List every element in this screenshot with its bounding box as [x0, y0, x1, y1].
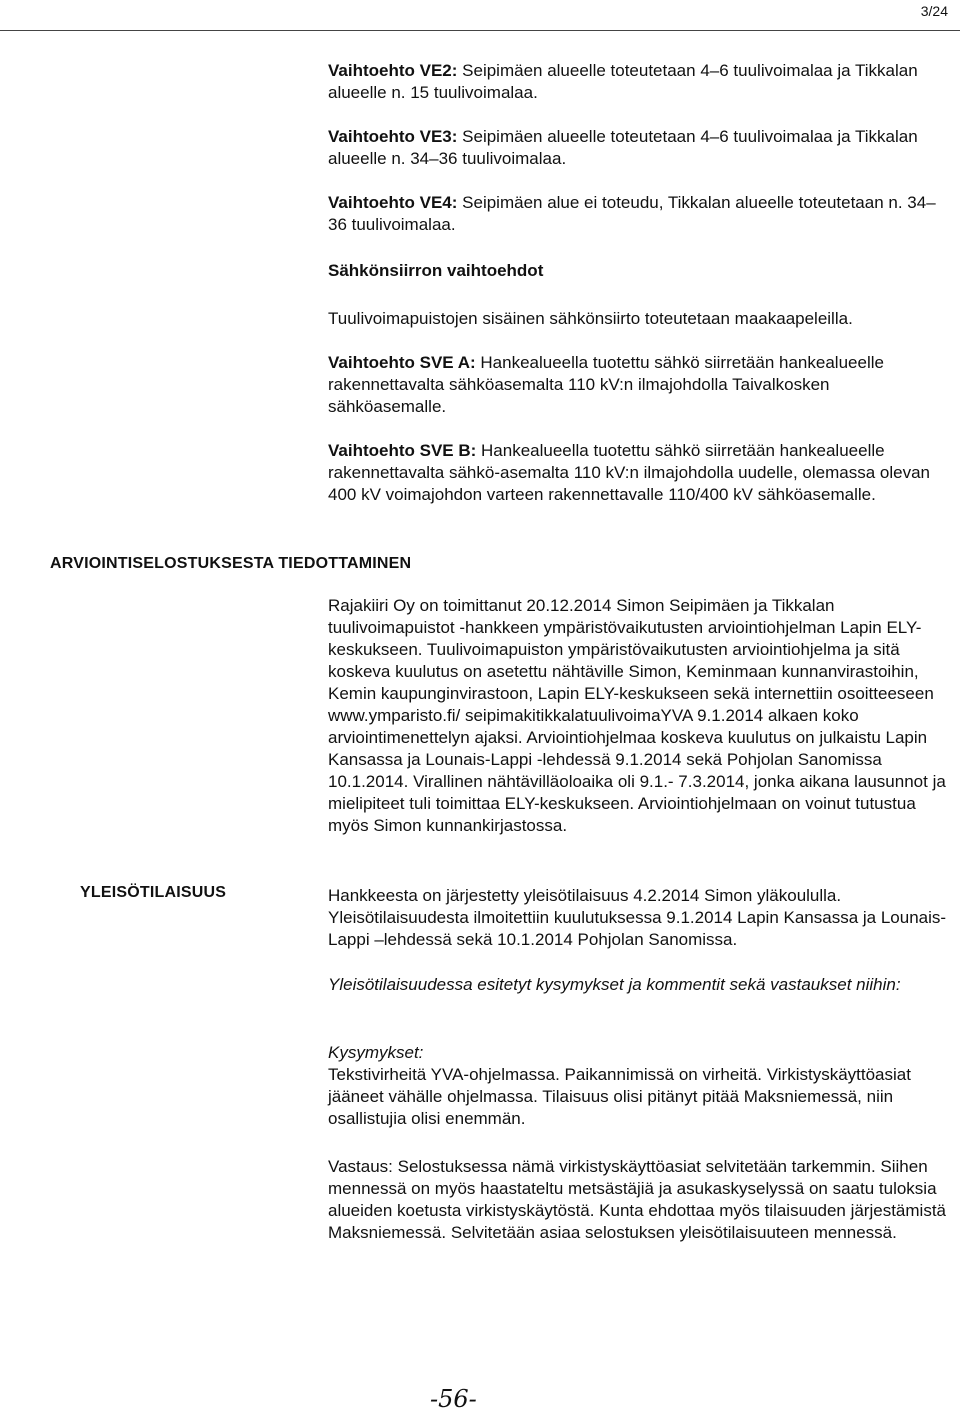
- sve-a-lead: Vaihtoehto SVE A:: [328, 353, 476, 372]
- announcement-text: Rajakiiri Oy on toimittanut 20.12.2014 Simon Seipimäen ja Tikkalan tuulivoimapuistot -hankkeen ympäristövaikutusten arviointiohjelman Lapin ELY-keskukseen. Tuulivoimapuiston ympäristövaikutusten arviointiohjelma ja sitä koskeva kuulutus on asetettu nähtäville Simon, Keminmaan kunnanvirastoihin, Kemin kaupunginvirastoon, Lapin ELY-keskukseen sekä internettiin osoitteeseen www.ymparisto.fi/ seipimakitikkalatuulivoimaYVA 9.1.2014 alkaen koko arviointimenettelyn ajaksi. Arviointiohjelmaa koskeva kuulutus on julkaistu Lapin Kansassa ja Lounais-Lappi -lehdessä 9.1.2014 sekä Pohjolan Sanomissa 10.1.2014. Virallinen nähtävilläoloaika oli 9.1.- 7.3.2014, jonka aikana lausunnot ja mielipiteet tuli toimittaa ELY-keskukseen. Arviointiohjelmaan on voinut tutustua myös Simon kunnankirjastossa.: [328, 596, 946, 835]
- handwritten-page-mark: -56-: [430, 1385, 477, 1413]
- sve-b-lead: Vaihtoehto SVE B:: [328, 441, 477, 460]
- sve-a-text: Hankealueella tuotettu sähkö siirretään hankealueelle rakennettavalta sähköasemalta 110 kV:n ilmajohdolla Taivalkosken sähköasemalle.: [328, 353, 884, 416]
- public-event-text: Hankkeesta on järjestetty yleisötilaisuus 4.2.2014 Simon yläkoululla. Yleisötilaisuudesta ilmoitettiin kuulutuksessa 9.1.2014 Lapin Kansassa ja Lounais-Lappi –lehdessä sekä 10.1.2014 Pohjolan Sanomissa.: [328, 886, 947, 949]
- public-event-heading: YLEISÖTILAISUUS: [80, 884, 227, 901]
- ve2-text: Seipimäen alueelle toteutetaan 4–6 tuulivoimalaa ja Tikkalan alueelle n. 15 tuulivoimalaa.: [328, 61, 918, 102]
- questions-label: Kysymykset:: [328, 1043, 424, 1062]
- page-number: 3/24: [920, 3, 948, 19]
- answer-text: Vastaus: Selostuksessa nämä virkistyskäyttöasiat selvitetään tarkemmin. Siihen mennessä on myös haastateltu metsästäjiä ja asukaskyselyssä on saatu tuloksia alueiden koetusta virkistyskäytöstä. Kunta ehdottaa myös tilaisuuden järjestämistä Maksniemessä. Selvitetään asiaa selostuksen yleisötilaisuuteen mennessä.: [328, 1157, 946, 1242]
- sve-b-text: Hankealueella tuotettu sähkö siirretään hankealueelle rakennettavalta sähkö-asemalta 110 kV:n ilmajohdolla uudelle, olemassa olevan 400 kV voimajohdon varteen rakennettavalle 110/400 kV sähköasemalle.: [328, 441, 930, 504]
- ve4-text: Seipimäen alue ei toteudu, Tikkalan alueelle toteutetaan n. 34–36 tuulivoimalaa.: [328, 193, 936, 234]
- top-rule: [0, 30, 960, 31]
- transmission-intro: Tuulivoimapuistojen sisäinen sähkönsiirto toteutetaan maakaapeleilla.: [328, 309, 853, 328]
- ve3-text: Seipimäen alueelle toteutetaan 4–6 tuulivoimalaa ja Tikkalan alueelle n. 34–36 tuulivoimalaa.: [328, 127, 918, 168]
- alternative-ve3: [328, 126, 950, 170]
- ve2-lead: Vaihtoehto VE2:: [328, 61, 458, 80]
- ve4-lead: Vaihtoehto VE4:: [328, 193, 458, 212]
- ve3-lead: Vaihtoehto VE3:: [328, 127, 458, 146]
- alternative-ve2: [328, 60, 950, 104]
- transmission-heading: Sähkönsiirron vaihtoehdot: [328, 261, 544, 280]
- announcement-heading: ARVIOINTISELOSTUKSESTA TIEDOTTAMINEN: [50, 555, 412, 572]
- alternative-ve4: [328, 192, 950, 236]
- alternative-sve-b: [328, 440, 950, 506]
- questions-text: Tekstivirheitä YVA-ohjelmassa. Paikannimissä on virheitä. Virkistyskäyttöasiat jääneet vähälle ohjelmassa. Tilaisuus olisi pitänyt pitää Maksniemessä, niin osallistujia olisi enemmän.: [328, 1065, 911, 1128]
- qa-intro: Yleisötilaisuudessa esitetyt kysymykset ja kommentit sekä vastaukset niihin:: [328, 975, 901, 994]
- alternative-sve-a: [328, 352, 950, 418]
